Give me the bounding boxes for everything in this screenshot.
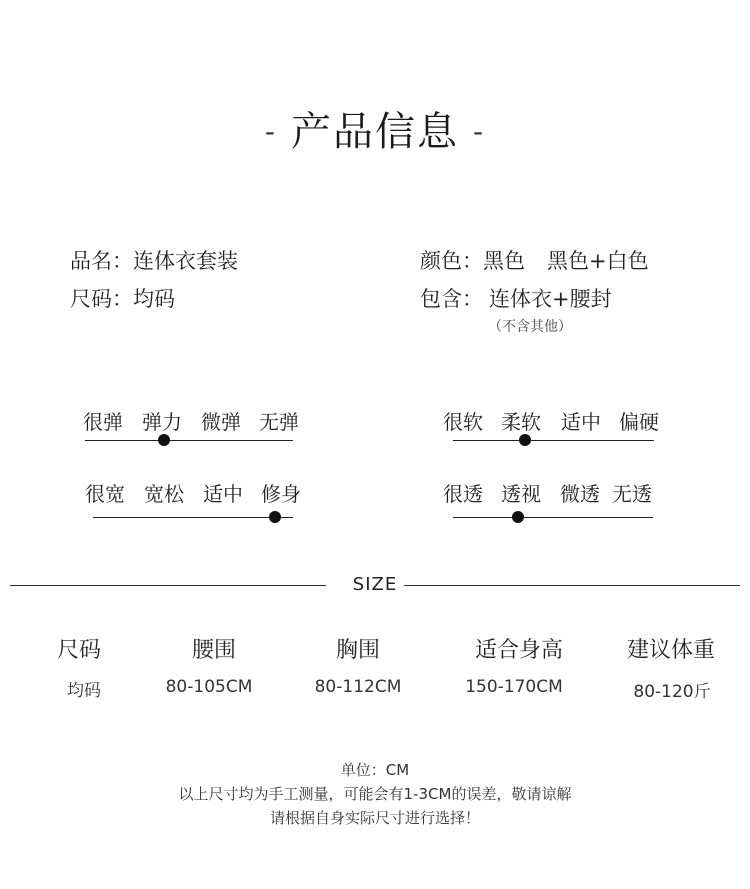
size-cell-chest: 80-112CM [314, 677, 402, 697]
size-header-height: 适合身高 [474, 638, 563, 663]
fit-option-2: 宽松 [144, 482, 184, 506]
elasticity-option-4: 无弹 [259, 410, 299, 434]
softness-option-1: 很软 [443, 410, 483, 434]
softness-option-3: 适中 [561, 410, 601, 434]
selection-note: 请根据自身实际尺寸进行选择！ [269, 809, 480, 827]
transparency-option-4: 无透 [612, 482, 652, 506]
size-label: 尺码： [70, 287, 133, 311]
contents-label: 包含： [420, 287, 483, 311]
color-value-2: 黑色+白色 [547, 249, 649, 273]
contents-value: 连体衣+腰封 [489, 287, 612, 311]
softness-scale-marker [519, 434, 531, 446]
size-cell-size: 均码 [67, 681, 101, 701]
fit-scale-line [93, 517, 293, 518]
size-header-size: 尺码 [56, 638, 101, 663]
name-label: 品名： [70, 249, 133, 273]
title-dash-left: - [264, 115, 277, 148]
transparency-scale-line [453, 517, 653, 518]
size-row [70, 283, 175, 313]
title-text: 产品信息 [291, 109, 459, 155]
page-title [0, 100, 750, 157]
transparency-scale-marker [512, 511, 524, 523]
elasticity-option-2: 弹力 [142, 410, 182, 434]
softness-scale [0, 406, 750, 436]
color-row [420, 245, 649, 275]
size-section-label: SIZE [352, 574, 398, 595]
softness-option-4: 偏硬 [619, 410, 659, 434]
name-value: 连体衣套装 [133, 249, 238, 273]
elasticity-option-3: 微弹 [201, 410, 241, 434]
size-cell-waist: 80-105CM [165, 677, 253, 697]
size-cell-height: 150-170CM [465, 677, 563, 697]
size-header-waist: 腰围 [191, 638, 236, 663]
fit-option-1: 很宽 [85, 482, 125, 506]
size-header-chest: 胸围 [335, 638, 380, 663]
contents-note: （不含其他） [488, 319, 572, 335]
transparency-scale [0, 478, 750, 508]
transparency-option-2: 透视 [501, 482, 541, 506]
softness-option-2: 柔软 [501, 410, 541, 434]
fit-scale-marker [269, 511, 281, 523]
contents-row [420, 283, 612, 313]
color-label: 颜色： [420, 249, 483, 273]
size-cell-weight: 80-120斤 [633, 682, 711, 702]
title-dash-right: - [473, 115, 486, 148]
elasticity-scale-line [85, 440, 293, 441]
size-value: 均码 [133, 287, 175, 311]
unit-note: 单位：CM [340, 761, 410, 779]
transparency-option-3: 微透 [560, 482, 600, 506]
name-row [70, 245, 238, 275]
measurement-note: 以上尺寸均为手工测量，可能会有1-3CM的误差，敬请谅解 [178, 785, 572, 803]
fit-option-3: 适中 [203, 482, 243, 506]
size-header-weight: 建议体重 [626, 638, 715, 663]
elasticity-option-1: 很弹 [83, 410, 123, 434]
color-value-1: 黑色 [483, 249, 525, 273]
softness-scale-line [453, 440, 654, 441]
fit-option-4: 修身 [261, 482, 301, 506]
transparency-option-1: 很透 [443, 482, 483, 506]
